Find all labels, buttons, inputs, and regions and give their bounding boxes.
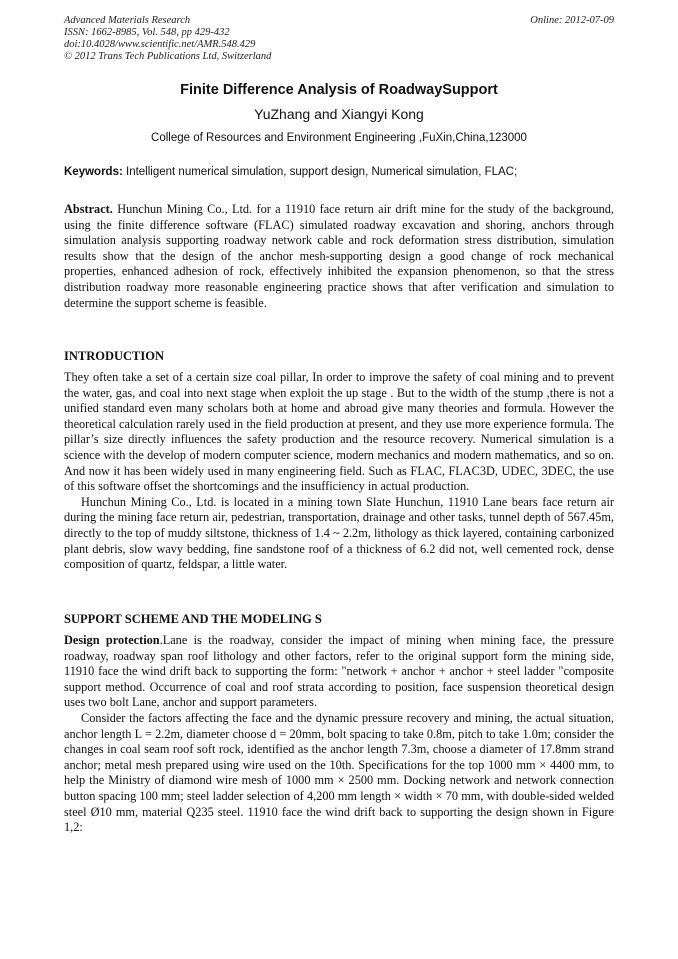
introduction-paragraph-2: Hunchun Mining Co., Ltd. is located in a mining town Slate Hunchun, 11910 Lane bears face return air during the mining face return air, pedestrian, transportation, drainage and other tasks, tunnel depth of 567.45m, directly to the top of muddy siltstone, thickness of 1.4 ~ 2.2m, lithology as thick layered, containing carbonized plant debris, slow wavy bedding, fine sandstone roof of a thickness of 6.2 did not, well cemented rock, dense composition of quartz, feldspar, a little water. <box>64 494 614 572</box>
introduction-paragraph-1: They often take a set of a certain size coal pillar, In order to improve the safety of coal mining and to prevent the water, gas, and coal into next stage when exploit the up stage . But to the width of the stump ,there is not a unified standard even many scholars both at home and abroad give many theories and formula. However the theoretical calculation rarely used in the field production at present, and they use more experience formula. The pillar’s size directly influences the safety production and the resource recovery. Numerical simulation is a science with the develop of modern computer science, modern mechanics and modern mathematics, and so on. And now it has been widely used in many engineering field. Such as FLAC, FLAC3D, UDEC, 3DEC, the use of this software offset the shortcomings and the insufficiency in actual production. <box>64 370 614 494</box>
keywords-text: Intelligent numerical simulation, support design, Numerical simulation, FLAC; <box>126 166 518 178</box>
abstract-text: Hunchun Mining Co., Ltd. for a 11910 face return air drift mine for the study of the background, using the finite difference software (FLAC) simulated roadway excavation and shoring, anchors through simulation analysis supporting roadway network cable and rock deformation stress distribution, simulation results show that the design of the anchor mesh-supporting design a good change of rock mechanical properties, enhanced adhesion of rock, effectively inhibited the expansion phenomenon, so that the stress distribution roadway more reasonable engineering practice shows that after verification and simulation to determine the support scheme is feasible. <box>64 202 614 310</box>
keywords-label: Keywords: <box>64 166 123 178</box>
abstract-label: Abstract. <box>64 202 113 216</box>
abstract <box>64 202 614 311</box>
journal-header <box>64 15 614 63</box>
paper-title: Finite Difference Analysis of RoadwaySupport <box>180 82 498 98</box>
support-paragraph-1 <box>64 633 614 711</box>
support-scheme-heading: SUPPORT SCHEME AND THE MODELING S <box>64 612 322 626</box>
journal-name: Advanced Materials Research <box>64 15 191 26</box>
support-paragraph-1-text: .Lane is the roadway, consider the impact of mining when mining face, the pressure roadway, roadway span roof lithology and other factors, refer to the original support form the mining side, 11910 face the wind drift back to supporting the form: "network + anchor + anchor + steel ladder "composite support method. Occurrence of coal and roof strata according to position, face suspension theoretical design uses two bolt Lane, anchor and support parameters. <box>64 633 614 710</box>
keywords <box>64 166 614 178</box>
introduction-body <box>64 370 614 573</box>
copyright-line: © 2012 Trans Tech Publications Ltd, Switzerland <box>64 51 272 62</box>
affiliation: College of Resources and Environment Engineering ,FuXin,China,123000 <box>151 132 527 144</box>
design-protection-label: Design protection <box>64 633 160 647</box>
introduction-heading: INTRODUCTION <box>64 349 165 363</box>
support-scheme-body <box>64 633 614 836</box>
support-paragraph-2: Consider the factors affecting the face and the dynamic pressure recovery and mining, the actual situation, anchor length L = 2.2m, diameter choose d = 20mm, bolt spacing to take 0.8m, pitch to take 1.0m; consider the changes in coal seam roof soft rock, identified as the anchor length 7.3m, choose a diameter of 17.8mm strand anchor; metal mesh prepared using wire used on the 10th. Specifications for the top 1000 mm × 4400 mm, to help the Ministry of diamond wire mesh of 1000 mm × 2500 mm. Docking network and network connection button spacing 100 mm; steel ladder selection of 4,200 mm length × width × 70 mm, with double-sided welded steel Ø10 mm, material Q235 steel. 11910 face the wind drift back to supporting the design shown in Figure 1,2: <box>64 710 614 835</box>
authors: YuZhang and Xiangyi Kong <box>254 106 424 122</box>
issn-line: ISSN: 1662-8985, Vol. 548, pp 429-432 <box>64 27 230 38</box>
online-date: Online: 2012-07-09 <box>530 15 614 26</box>
doi-line: doi:10.4028/www.scientific.net/AMR.548.429 <box>64 39 256 50</box>
